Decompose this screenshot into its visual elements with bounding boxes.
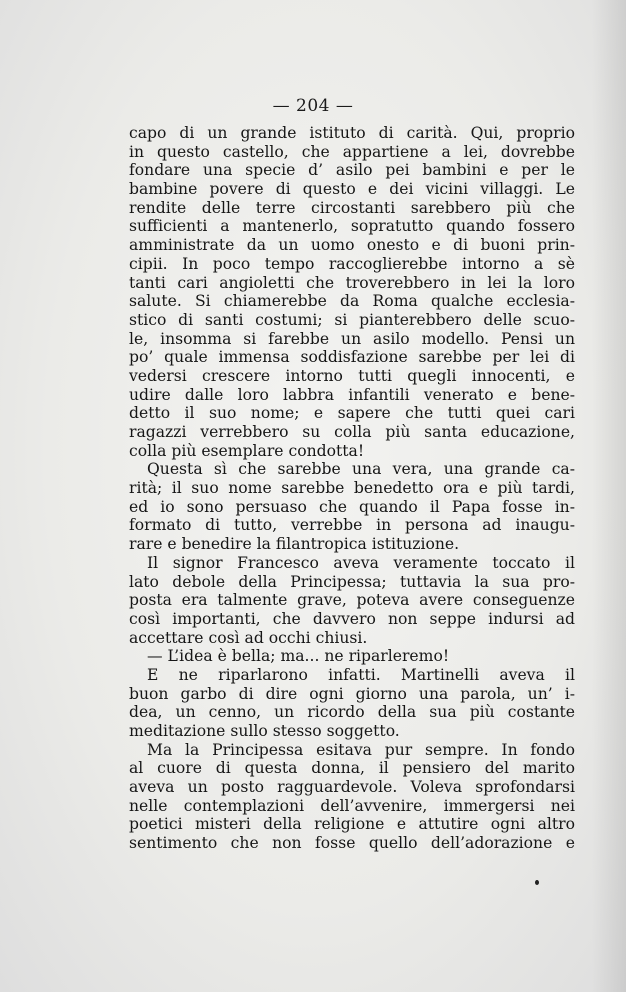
text-line: rità; il suo nome sarebbe benedetto ora e più tardi, — [129, 479, 575, 498]
text-line: accettare così ad occhi chiusi. — [129, 628, 368, 647]
text-line: po’ quale immensa soddisfazione sarebbe per lei di — [129, 348, 575, 367]
text-line: posta era talmente grave, poteva avere conseguenze — [129, 591, 575, 610]
text-line: detto il suo nome; e sapere che tutti quei cari — [129, 404, 575, 423]
page-edge-shadow — [592, 0, 626, 992]
text-line: ragazzi verrebbero su colla più santa educazione, — [129, 423, 575, 441]
text-line: meditazione sullo stesso soggetto. — [129, 722, 400, 740]
text-line: sufficienti a mantenerlo, sopratutto quando fossero — [129, 217, 575, 236]
text-line: al cuore di questa donna, il pensiero del marito — [129, 759, 575, 778]
text-line: nelle contemplazioni dell’avvenire, immergersi nei — [129, 796, 575, 815]
text-line: colla più esemplare condotta! — [129, 441, 365, 460]
text-line: — L’idea è bella; ma... ne riparleremo! — [147, 647, 450, 666]
text-line: Il signor Francesco aveva veramente toccato il — [147, 553, 575, 572]
text-line: bambine povere di questo e dei vicini villaggi. Le — [129, 180, 575, 199]
text-line: formato di tutto, verrebbe in persona ad inaugu- — [129, 516, 575, 535]
page-number: — 204 — — [272, 96, 354, 116]
text-line: tanti cari angioletti che troverebbero in lei la loro — [129, 273, 575, 292]
text-line: vedersi crescere intorno tutti quegli innocenti, e — [129, 366, 575, 385]
text-line: Ma la Principessa esitava pur sempre. In fondo — [147, 740, 575, 759]
text-line: amministrate da un uomo onesto e di buoni prin- — [129, 236, 575, 255]
text-line: rare e benedire la filantropica istituzione. — [129, 535, 460, 554]
text-line: così importanti, che davvero non seppe indursi ad — [129, 609, 575, 628]
text-line: le, insomma si farebbe un asilo modello. Pensi un — [129, 329, 575, 348]
text-line: aveva un posto ragguardevole. Voleva sprofondarsi — [129, 778, 575, 797]
text-line: fondare una specie d’ asilo pei bambini e per le — [129, 161, 575, 180]
text-line: buon garbo di dire ogni giorno una parola, un’ i- — [129, 684, 575, 703]
text-line: salute. Si chiamerebbe da Roma qualche ecclesia- — [129, 292, 575, 311]
text-line: stico di santi costumi; si pianterebbero delle scuo- — [129, 310, 575, 329]
page-text — [129, 124, 575, 853]
text-line: Questa sì che sarebbe una vera, una grande ca- — [147, 460, 575, 479]
text-line: ed io sono persuaso che quando il Papa fosse in- — [129, 497, 575, 516]
text-line: udire dalle loro labbra infantili venerato e bene- — [129, 385, 575, 404]
text-line: cipii. In poco tempo raccoglierebbe intorno a sè — [129, 254, 575, 273]
text-line: poetici misteri della religione e attutire ogni altro — [129, 815, 575, 834]
text-line: lato debole della Principessa; tuttavia la sua pro- — [129, 572, 575, 591]
print-speck — [535, 880, 539, 885]
text-line: sentimento che non fosse quello dell’adorazione e — [129, 834, 575, 853]
text-line: in questo castello, che appartiene a lei, dovrebbe — [129, 142, 575, 161]
text-line: rendite delle terre circostanti sarebbero più che — [129, 198, 575, 217]
text-line: E ne riparlarono infatti. Martinelli aveva il — [147, 665, 575, 684]
text-line: capo di un grande istituto di carità. Qui, proprio — [129, 124, 575, 142]
text-line: dea, un cenno, un ricordo della sua più costante — [129, 703, 575, 722]
